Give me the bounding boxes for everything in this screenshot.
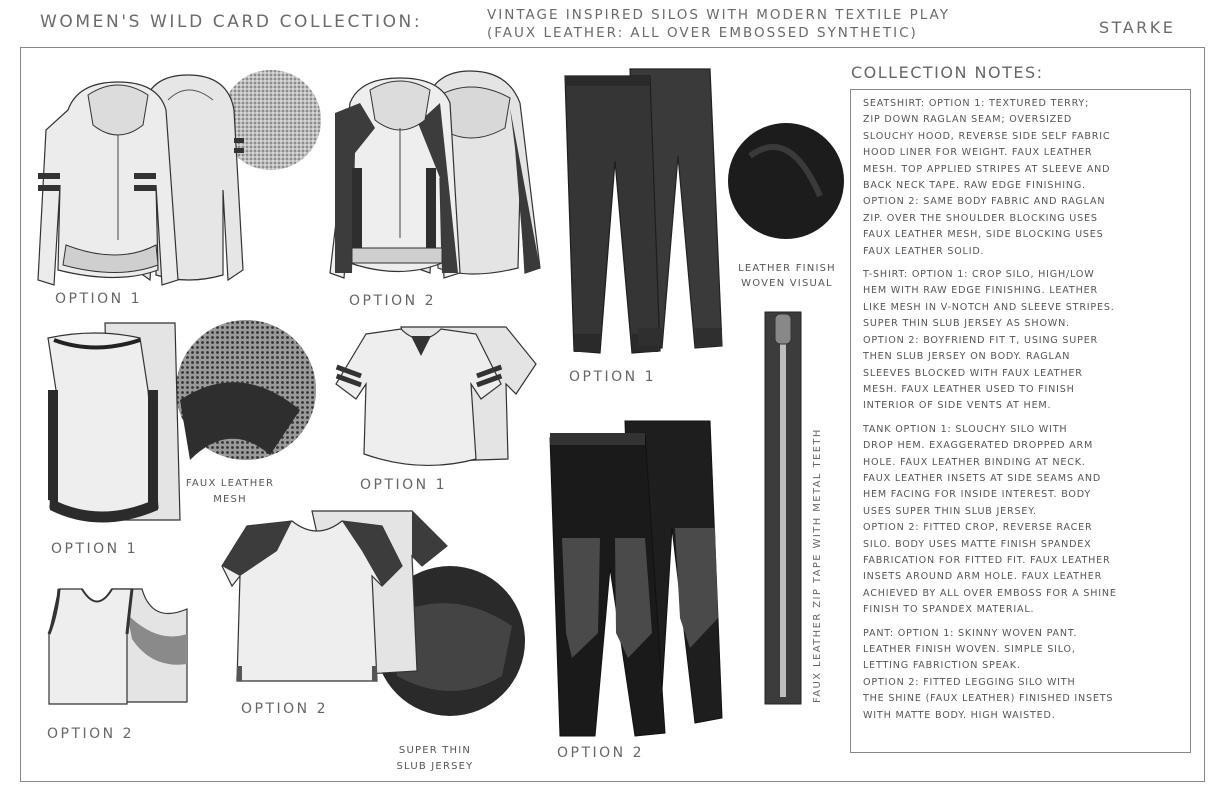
note-line: INTERIOR OF SIDE VENTS AT HEM. <box>863 400 1052 412</box>
note-line: FAUX LEATHER MESH, SIDE BLOCKING USES <box>863 229 1104 241</box>
note-line: LETTING FABRICTION SPEAK. <box>863 660 1021 672</box>
pant-option1-label: OPTION 1 <box>569 369 656 385</box>
note-line: ZIP. OVER THE SHOULDER BLOCKING USES <box>863 212 1098 224</box>
note-line: SEATSHIRT: OPTION 1: TEXTURED TERRY; <box>863 98 1090 109</box>
faux-mesh-caption-line2: MESH <box>213 494 247 505</box>
tank-option1-label: OPTION 1 <box>51 541 138 557</box>
note-line: LIKE MESH IN V-NOTCH AND SLEEVE STRIPES. <box>863 301 1115 313</box>
note-line: FAUX LEATHER INSETS AT SIDE SEAMS AND <box>863 472 1102 484</box>
collection-title: WOMEN'S WILD CARD COLLECTION: <box>40 12 423 32</box>
note-line: FABRICATION FOR FITTED FIT. FAUX LEATHER <box>863 554 1111 566</box>
note-line: DROP HEM. EXAGGERATED DROPPED ARM <box>863 440 1094 452</box>
tshirt-option2-label: OPTION 2 <box>241 701 328 717</box>
note-line: ACHIEVED BY ALL OVER EMBOSS FOR A SHINE <box>863 587 1117 599</box>
note-line: OPTION 2: FITTED LEGGING SILO WITH <box>863 676 1076 688</box>
slub-caption-line2: SLUB JERSEY <box>396 761 474 772</box>
note-line: FAUX LEATHER SOLID. <box>863 245 985 257</box>
sweatshirt-option2-sketch <box>330 68 545 293</box>
tshirt-option1-sketch <box>336 324 536 474</box>
note-line: THE SHINE (FAUX LEATHER) FINISHED INSETS <box>863 693 1114 705</box>
sweatshirt-option1-label: OPTION 1 <box>55 291 142 307</box>
note-line: USES SUPER THIN SLUB JERSEY. <box>863 505 1037 517</box>
note-line: OPTION 2: SAME BODY FABRIC AND RAGLAN <box>863 196 1106 208</box>
collection-subtitle-line2: (FAUX LEATHER: ALL OVER EMBOSSED SYNTHETIC) <box>487 25 918 41</box>
note-line: SILO. BODY USES MATTE FINISH SPANDEX <box>863 538 1092 550</box>
note-line: ZIP DOWN RAGLAN SEAM; OVERSIZED <box>863 114 1073 126</box>
tank-option2-sketch <box>47 584 192 709</box>
notes-tshirt <box>863 267 1182 415</box>
tank-option2-label: OPTION 2 <box>47 726 134 742</box>
note-line: BACK NECK TAPE. RAW EDGE FINISHING. <box>863 180 1086 192</box>
pant-option2-sketch <box>550 418 725 736</box>
notes-pant <box>863 626 1182 724</box>
sweatshirt-option1-sketch <box>38 70 328 290</box>
note-line: LEATHER FINISH WOVEN. SIMPLE SILO, <box>863 644 1076 655</box>
pant-option2-label: OPTION 2 <box>557 745 644 761</box>
sweatshirt-option2-label: OPTION 2 <box>349 293 436 309</box>
notes-sweatshirt <box>863 96 1182 260</box>
faux-mesh-caption-line1: FAUX LEATHER <box>185 478 275 489</box>
note-line: HOOD LINER FOR WEIGHT. FAUX LEATHER <box>863 147 1093 159</box>
leather-woven-caption-line2: WOVEN VISUAL <box>741 278 833 289</box>
tshirt-option1-label: OPTION 1 <box>360 477 447 493</box>
notes-tank <box>863 422 1182 619</box>
note-line: SLOUCHY HOOD, REVERSE SIDE SELF FABRIC <box>863 130 1111 142</box>
note-line: MESH. FAUX LEATHER USED TO FINISH <box>863 383 1075 395</box>
note-line: OPTION 2: BOYFRIEND FIT T, USING SUPER <box>863 334 1099 346</box>
note-line: OPTION 2: FITTED CROP, REVERSE RACER <box>863 522 1093 534</box>
note-line: PANT: OPTION 1: SKINNY WOVEN PANT. <box>863 627 1078 639</box>
note-line: SUPER THIN SLUB JERSEY AS SHOWN. <box>863 318 1070 330</box>
note-line: HEM FACING FOR INSIDE INTEREST. BODY <box>863 489 1092 501</box>
note-line: HEM WITH RAW EDGE FINISHING. LEATHER <box>863 285 1098 297</box>
note-line: FINISH TO SPANDEX MATERIAL. <box>863 604 1035 616</box>
collection-notes-title: COLLECTION NOTES: <box>851 63 1044 82</box>
note-line: TANK OPTION 1: SLOUCHY SILO WITH <box>863 423 1068 435</box>
note-line: INSETS AROUND ARM HOLE. FAUX LEATHER <box>863 571 1103 583</box>
leather-woven-caption-line1: LEATHER FINISH <box>738 263 836 274</box>
brand-name: STARKE <box>1099 18 1176 37</box>
collection-notes-box <box>850 89 1191 753</box>
zip-tape-caption: FAUX LEATHER ZIP TAPE WITH METAL TEETH <box>812 428 823 703</box>
collection-subtitle-line1: VINTAGE INSPIRED SILOS WITH MODERN TEXTILE PLAY <box>487 7 950 23</box>
zip-tape-sketch <box>763 312 803 704</box>
note-line: T-SHIRT: OPTION 1: CROP SILO, HIGH/LOW <box>863 269 1095 281</box>
note-line: MESH. TOP APPLIED STRIPES AT SLEEVE AND <box>863 163 1111 175</box>
note-line: WITH MATTE BODY. HIGH WAISTED. <box>863 709 1056 721</box>
note-line: SLEEVES BLOCKED WITH FAUX LEATHER <box>863 367 1083 379</box>
slub-caption-line1: SUPER THIN <box>398 745 472 756</box>
note-line: THEN SLUB JERSEY ON BODY. RAGLAN <box>863 351 1071 363</box>
note-line: HOLE. FAUX LEATHER BINDING AT NECK. <box>863 456 1086 468</box>
